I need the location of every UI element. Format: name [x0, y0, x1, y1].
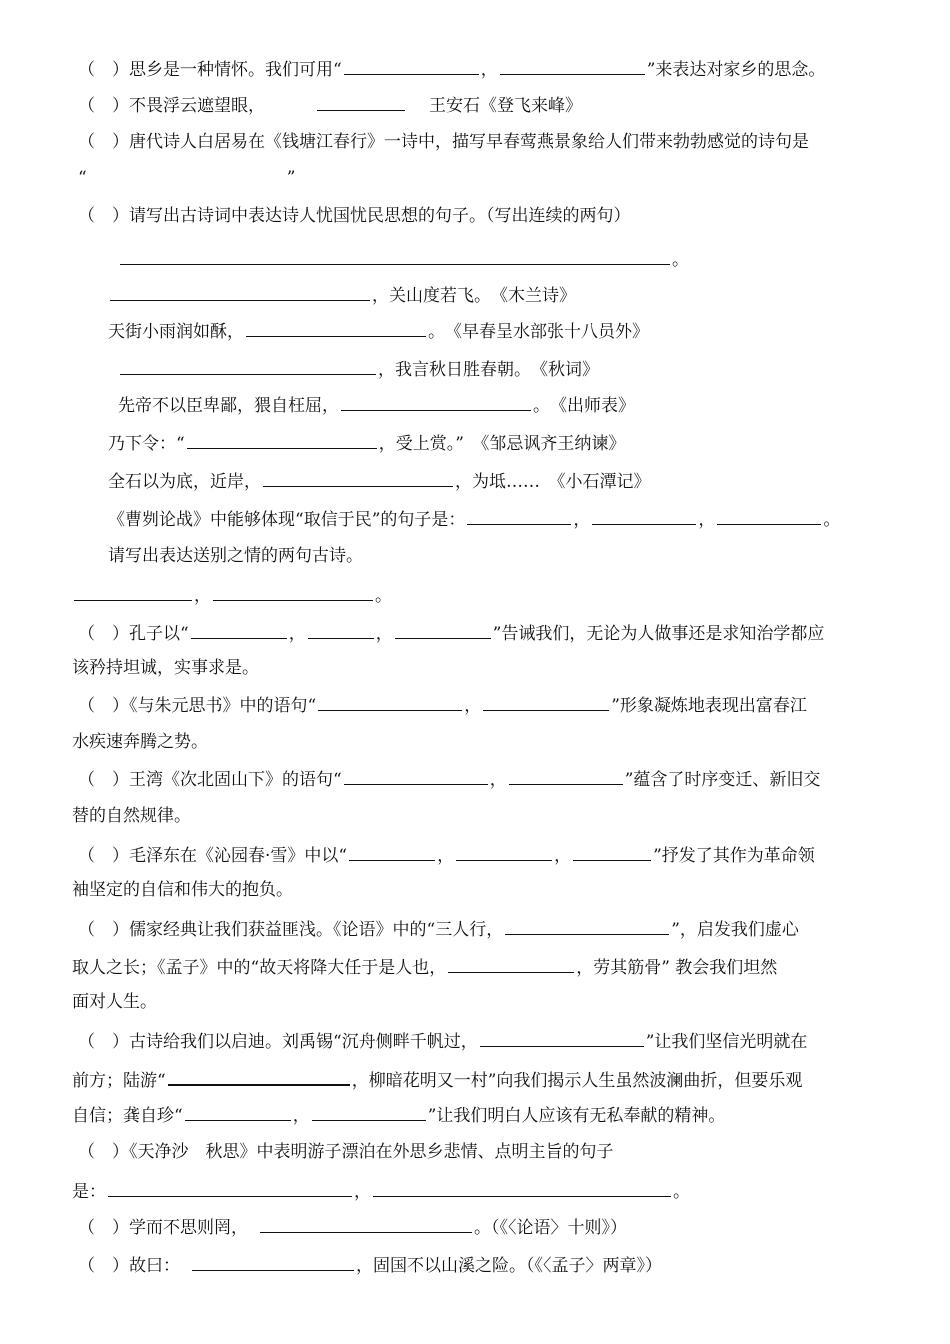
- question-text: ，固国不以山溪之险。（《〈孟子〉两章》）: [356, 1256, 662, 1276]
- fill-blank-question: [108, 282, 576, 306]
- answer-blank[interactable]: [349, 842, 435, 861]
- answer-blank[interactable]: [318, 692, 462, 711]
- answer-blank[interactable]: [263, 468, 453, 487]
- fill-blank-question-cont: [72, 1066, 802, 1090]
- question-text: ，: [194, 586, 211, 606]
- question-text: 天街小雨润如酥，: [108, 322, 244, 342]
- answer-blank[interactable]: [317, 92, 405, 111]
- fill-blank-question: [78, 1252, 662, 1276]
- question-text: 请写出表达送别之情的两句古诗。: [108, 546, 363, 566]
- fill-blank-question: [118, 392, 635, 416]
- question-text: ，劳其筋骨” 教会我们坦然: [576, 958, 778, 978]
- question-text: （ ）毛泽东在《沁园春·雪》中以“: [78, 846, 348, 866]
- question-text: （ ）思乡是一种情怀。我们可用“: [78, 60, 342, 80]
- fill-blank-question-cont: [72, 990, 157, 1014]
- fill-blank-question: [78, 204, 631, 228]
- fill-blank-question: [108, 468, 651, 492]
- fill-blank-question-cont: [72, 1178, 690, 1202]
- question-text: 王安石《登飞来峰》: [429, 96, 582, 116]
- question-text: ，: [292, 1106, 310, 1126]
- answer-blank[interactable]: [456, 842, 552, 861]
- question-text: 。: [375, 586, 392, 606]
- answer-blank[interactable]: [505, 916, 669, 935]
- question-text: 替的自然规律。: [72, 806, 191, 826]
- question-text: ，: [480, 60, 498, 80]
- question-text: （ ）王湾《次北固山下》的语句“: [78, 770, 342, 790]
- answer-blank[interactable]: [187, 430, 377, 449]
- answer-blank[interactable]: [573, 842, 651, 861]
- question-text: ”: [286, 168, 296, 188]
- fill-blank-question: [78, 1028, 807, 1052]
- fill-blank-question: [78, 620, 824, 644]
- fill-blank-question: [78, 130, 809, 154]
- question-text: 。（《〈论语〉十则》）: [474, 1218, 627, 1238]
- question-text: （ ）《天净沙 秋思》中表明游子漂泊在外思乡悲情、点明主旨的句子: [78, 1142, 614, 1162]
- question-text: （ ）孔子以“: [78, 624, 189, 644]
- question-text: 。 《早春呈水部张十八员外》: [428, 322, 649, 342]
- answer-blank[interactable]: [110, 282, 370, 301]
- answer-blank[interactable]: [467, 506, 571, 525]
- answer-blank[interactable]: [120, 246, 670, 265]
- question-text: “: [78, 168, 87, 188]
- question-text: 全石以为底，近岸，: [108, 472, 261, 492]
- answer-blank[interactable]: [448, 954, 574, 973]
- question-text: 先帝不以臣卑鄙，猥自枉屈，: [118, 396, 339, 416]
- question-text: （ ）请写出古诗词中表达诗人忧国忧民思想的句子。（写出连续的两句）: [78, 206, 631, 226]
- question-text: ，: [698, 510, 716, 530]
- fill-blank-question: [108, 318, 649, 342]
- fill-blank-question: [78, 766, 820, 790]
- answer-blank[interactable]: [500, 56, 645, 75]
- question-text: 。: [823, 510, 841, 530]
- answer-blank[interactable]: [373, 1178, 671, 1197]
- fill-blank-answer-line: [118, 246, 689, 270]
- question-text: 《曹刿论战》中能够体现“取信于民”的句子是：: [108, 510, 466, 530]
- question-text: ”形象凝炼地表现出富春江: [611, 696, 807, 716]
- question-text: ”来表达对家乡的思念。: [646, 60, 826, 80]
- question-text: ，关山度若飞。 《木兰诗》: [372, 286, 576, 306]
- question-text: 。 《出师表》: [533, 396, 635, 416]
- answer-blank[interactable]: [344, 766, 488, 785]
- fill-blank-question: [78, 1214, 627, 1238]
- question-text: ，: [554, 846, 572, 866]
- question-text: 。: [673, 1182, 690, 1202]
- answer-blank[interactable]: [341, 392, 531, 411]
- answer-blank[interactable]: [592, 506, 696, 525]
- question-text: ”让我们明白人应该有无私奉献的精神。: [427, 1106, 726, 1126]
- fill-blank-question-cont: [72, 954, 777, 978]
- fill-blank-question: [108, 506, 840, 530]
- question-text: 。: [672, 250, 689, 270]
- answer-blank[interactable]: [185, 1102, 291, 1121]
- answer-blank[interactable]: [480, 1028, 644, 1047]
- answer-blank[interactable]: [509, 766, 623, 785]
- question-text: （ ）不畏浮云遮望眼，: [78, 96, 265, 116]
- question-text: ，: [437, 846, 455, 866]
- answer-blank[interactable]: [246, 318, 426, 337]
- fill-blank-question: [78, 916, 799, 940]
- question-text: ”蕴含了时序变迁、新旧交: [624, 770, 821, 790]
- answer-blank[interactable]: [395, 620, 491, 639]
- question-text: ”，启发我们虚心: [671, 920, 799, 940]
- fill-blank-question: [118, 356, 599, 380]
- answer-blank[interactable]: [168, 1066, 350, 1086]
- question-text: ，: [573, 510, 591, 530]
- fill-blank-answer-line: [72, 582, 392, 606]
- question-text: ，为坻…… 《小石潭记》: [455, 472, 651, 492]
- fill-blank-question-cont: [72, 730, 208, 754]
- question-text: 乃下令：“: [108, 434, 185, 454]
- fill-blank-question-cont: [72, 804, 191, 828]
- question-text: 袖坚定的自信和伟大的抱负。: [72, 880, 293, 900]
- question-text: 自信；龚自珍“: [72, 1106, 183, 1126]
- fill-blank-question-cont: [72, 656, 259, 680]
- answer-blank[interactable]: [308, 620, 374, 639]
- fill-blank-question: [108, 430, 625, 454]
- question-text: ，: [464, 696, 482, 716]
- question-text: 该矜持坦诚，实事求是。: [72, 658, 259, 678]
- question-text: ，: [489, 770, 507, 790]
- fill-blank-question: [78, 92, 582, 116]
- question-text: 面对人生。: [72, 992, 157, 1012]
- fill-blank-question: [78, 1140, 614, 1164]
- question-text: （ ）古诗给我们以启迪。刘禹锡“沉舟侧畔千帆过，: [78, 1032, 478, 1052]
- fill-blank-question: [78, 56, 825, 80]
- fill-blank-question: [78, 692, 807, 716]
- question-text: （ ）儒家经典让我们获益匪浅。《论语》中的“三人行，: [78, 920, 504, 940]
- answer-blank[interactable]: [717, 506, 821, 525]
- answer-blank[interactable]: [344, 56, 479, 75]
- question-text: （ ）唐代诗人白居易在《钱塘江春行》一诗中，描写早春莺燕景象给人们带来勃勃感觉的诗句是: [78, 132, 809, 152]
- answer-blank[interactable]: [213, 582, 373, 601]
- answer-blank[interactable]: [483, 692, 609, 711]
- answer-blank[interactable]: [312, 1102, 426, 1121]
- question-text: 前方；陆游“: [72, 1071, 166, 1091]
- question-text: 取人之长；《孟子》中的“故天将降大任于是人也，: [72, 958, 447, 978]
- fill-blank-question: [78, 842, 815, 866]
- question-text: ，: [288, 624, 306, 644]
- question-text: ”告诫我们，无论为人做事还是求知治学都应: [492, 624, 825, 644]
- answer-blank[interactable]: [120, 356, 376, 375]
- question-text: 是：: [72, 1182, 106, 1202]
- fill-blank-question-cont: [78, 166, 295, 190]
- question-text: （ ）学而不思则罔，: [78, 1218, 248, 1238]
- question-text: ，受上赏。” 《邹忌讽齐王纳谏》: [378, 434, 626, 454]
- question-text: （ ）故曰：: [78, 1256, 180, 1276]
- question-text: （ ）《与朱元思书》中的语句“: [78, 696, 317, 716]
- answer-blank[interactable]: [191, 620, 287, 639]
- question-text: ，柳暗花明又一村”向我们揭示人生虽然波澜曲折，但要乐观: [351, 1071, 803, 1091]
- answer-blank[interactable]: [108, 1178, 352, 1197]
- fill-blank-question: [108, 544, 363, 568]
- question-text: 水疾速奔腾之势。: [72, 732, 208, 752]
- question-text: ，: [375, 624, 393, 644]
- answer-blank[interactable]: [192, 1252, 354, 1271]
- answer-blank[interactable]: [74, 582, 192, 601]
- question-text: ，我言秋日胜春朝。 《秋词》: [378, 360, 599, 380]
- answer-blank[interactable]: [260, 1214, 472, 1233]
- fill-blank-question-cont: [72, 878, 293, 902]
- question-text: ”让我们坚信光明就在: [645, 1032, 808, 1052]
- question-text: ”抒发了其作为革命领: [653, 846, 815, 866]
- fill-blank-question-cont: [72, 1102, 725, 1126]
- question-text: ，: [354, 1182, 371, 1202]
